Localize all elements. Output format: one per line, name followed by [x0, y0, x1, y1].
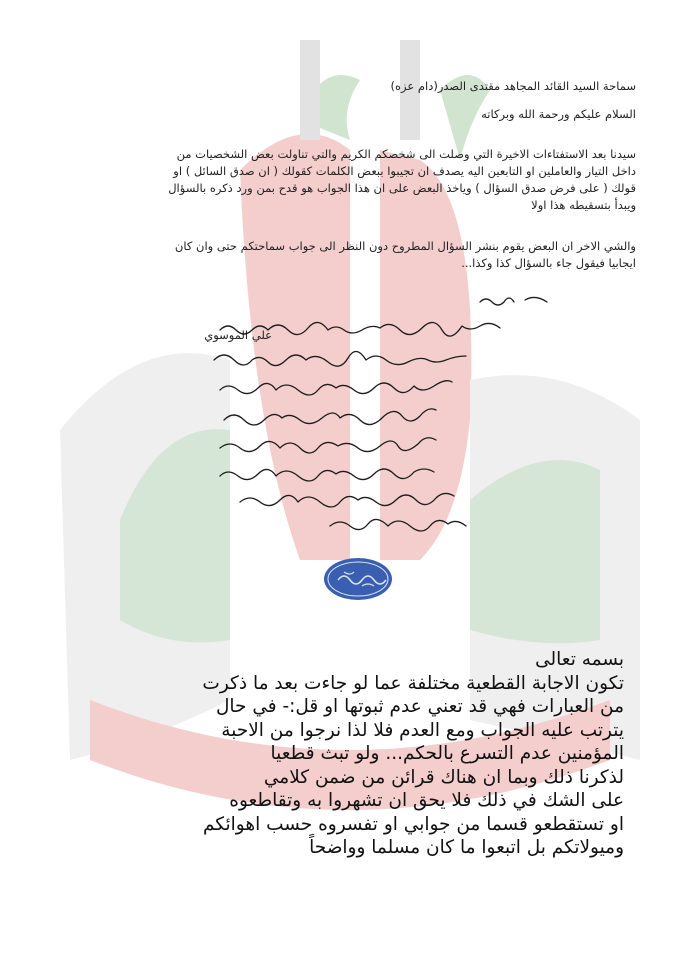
handwritten-reply: [180, 288, 600, 538]
transcript-line: تكون الاجابة القطعية مختلفة عما لو جاءت بعد ما ذكرت: [202, 672, 624, 694]
transcript-line: وميولاتكم بل اتبعوا ما كان مسلما وواضحاً: [309, 837, 624, 858]
transcript-line: لذكرنا ذلك وبما ان هناك قرائن من ضمن كلامي: [263, 766, 624, 788]
transcript-line: يترتب عليه الجواب ومع العدم فلا لذا نرجوا من الاحبة: [221, 719, 624, 741]
transcript-line: بسمه تعالى: [535, 649, 624, 670]
transcript-line: المؤمنين عدم التسرع بالحكم... ولو تبث قطعيا: [270, 743, 624, 764]
seal-stamp-icon: [322, 556, 394, 602]
transcript-line: على الشك في ذلك فلا يحق ان تشهروا به وتقاطعوه: [229, 790, 624, 811]
greeting: السلام عليكم ورحمة الله وبركاته: [481, 107, 636, 121]
transcript-line: من العبارات فهي قد تعني عدم ثبوتها او قل:- في حال: [215, 696, 624, 717]
body-paragraph-2: والشي الاخر ان البعض يقوم بنشر السؤال المطروح دون النظر الى جواب سماحتكم حتى وان كان ايجابيا فيقول جاء بالسؤال كذا وكذا...: [174, 239, 636, 270]
body-paragraph-1: سيدنا بعد الاستفتاءات الاخيرة التي وصلت الى شخصكم الكريم والتي تناولت بعض الشخصيات من داخل التيار والعاملين او التابعين اليه يصدف ان تجيبوا ببعض الكلمات كقولك ( ان صدق السائل ) او قولك ( على فرض صدق السؤال ) وياخذ البعض على ان هذا الجواب هو قدح بمن ورد ذكره بالسؤال ويبدأ بتسقيطه هذا اولا: [168, 147, 636, 212]
reply-transcript: [64, 648, 624, 860]
transcript-line: او تستقطعو قسما من جوابي او تفسروه حسب اهوائكم: [202, 813, 624, 835]
signer-name: علي الموسوي: [204, 328, 272, 342]
salutation: سماحة السيد القائد المجاهد مقتدى الصدر(دام عزه): [390, 79, 636, 93]
